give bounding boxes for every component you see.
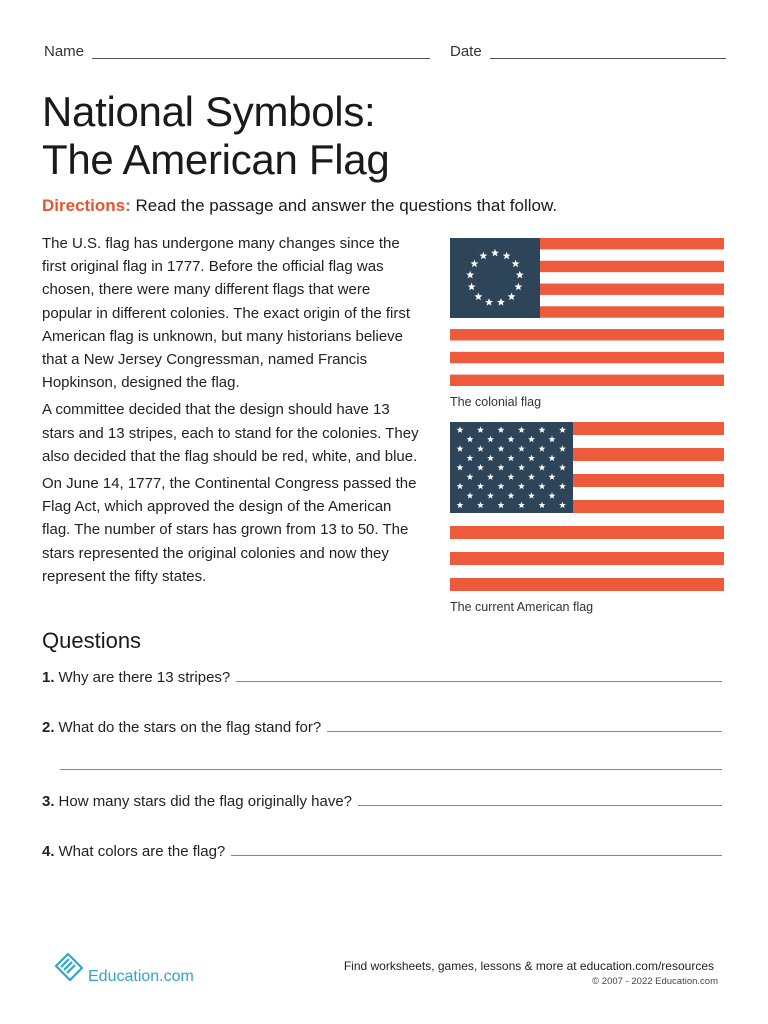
question-number: 4. bbox=[42, 843, 55, 860]
title-line-2: The American Flag bbox=[42, 136, 390, 183]
passage bbox=[42, 232, 422, 592]
passage-paragraph-2: A committee decided that the design should have 13 stars and 13 stripes, each to stand for the colonies. They also decided that the flag should be red, white, and blue. bbox=[42, 401, 419, 465]
question-text: What do the stars on the flag stand for? bbox=[58, 719, 322, 736]
date-label: Date bbox=[450, 43, 482, 60]
answer-line-4[interactable] bbox=[231, 855, 722, 856]
current-flag-red-stripe bbox=[450, 578, 724, 591]
question-4 bbox=[42, 843, 722, 860]
current-flag-red-stripe bbox=[450, 552, 724, 565]
name-label: Name bbox=[44, 43, 85, 60]
colonial-flag-red-stripe bbox=[450, 352, 724, 363]
colonial-flag-red-stripe bbox=[450, 329, 724, 340]
footer-tagline[interactable]: Find worksheets, games, lessons & more at education.com/resources bbox=[343, 959, 714, 973]
answer-line-3[interactable] bbox=[358, 805, 722, 806]
colonial-flag bbox=[450, 238, 724, 386]
current-flag-canton bbox=[450, 422, 573, 513]
question-number: 3. bbox=[42, 793, 55, 810]
directions bbox=[42, 196, 557, 216]
passage-paragraph-1: The U.S. flag has undergone many changes since the first original flag in 1777. Before the official flag was chosen, there were many different flags that were popular in different colonies. The exact origin of the first American flag is unknown, but many historians believe that a New Jersey Congressman, named Francis Hopkinson, designed the flag. bbox=[42, 235, 410, 392]
current-flag-red-stripe bbox=[450, 526, 724, 539]
current-flag-caption: The current American flag bbox=[450, 600, 594, 614]
education-logo-icon bbox=[52, 950, 86, 984]
education-logo[interactable]: Education.com bbox=[88, 968, 194, 985]
question-3 bbox=[42, 793, 722, 810]
directions-label: Directions: bbox=[42, 196, 131, 215]
question-1 bbox=[42, 669, 722, 686]
question-text: What colors are the flag? bbox=[58, 843, 226, 860]
page-title bbox=[42, 88, 389, 184]
current-flag bbox=[450, 422, 724, 591]
passage-paragraph-3: On June 14, 1777, the Continental Congress passed the Flag Act, which approved the design of the American flag. The number of stars has grown from 13 to 50. The stars represented the original colonies and now they represent the fifty states. bbox=[42, 475, 417, 585]
answer-line-2[interactable] bbox=[327, 731, 722, 732]
answer-line-2b[interactable] bbox=[60, 769, 722, 770]
directions-text: Read the passage and answer the questions that follow. bbox=[135, 196, 558, 215]
questions-heading: Questions bbox=[42, 628, 142, 653]
title-line-1: National Symbols: bbox=[42, 88, 376, 135]
question-text: How many stars did the flag originally have? bbox=[58, 793, 352, 810]
question-2 bbox=[42, 719, 722, 736]
question-number: 1. bbox=[42, 669, 55, 686]
answer-line-1[interactable] bbox=[236, 681, 722, 682]
name-field[interactable] bbox=[92, 58, 430, 59]
footer-copyright: © 2007 - 2022 Education.com bbox=[592, 976, 718, 987]
colonial-flag-caption: The colonial flag bbox=[450, 395, 542, 409]
colonial-flag-red-stripe bbox=[450, 375, 724, 386]
question-number: 2. bbox=[42, 719, 55, 736]
date-field[interactable] bbox=[490, 58, 726, 59]
question-text: Why are there 13 stripes? bbox=[58, 669, 231, 686]
